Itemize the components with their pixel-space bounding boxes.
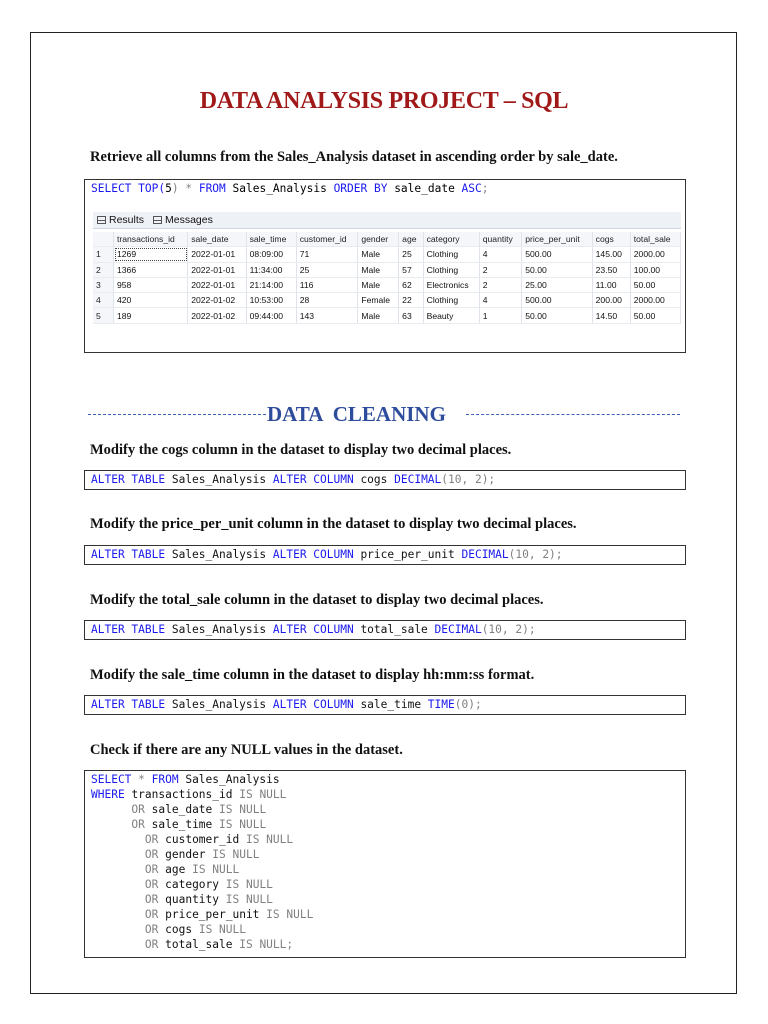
table-row[interactable] (93, 308, 681, 323)
table-name: Sales_Analysis (165, 473, 273, 486)
top-count: 5 (165, 182, 172, 195)
kw-or: OR (144, 863, 159, 876)
row-number: 3 (93, 277, 114, 292)
decimal-args: (10, 2); (481, 623, 536, 636)
kw-where: WHERE (91, 788, 125, 801)
kw-select: SELECT (91, 182, 132, 195)
kw-or: OR (131, 818, 145, 831)
null-query-line-where (91, 787, 685, 802)
table-cell[interactable]: 420 (114, 293, 188, 308)
grid-icon (97, 216, 106, 224)
table-cell[interactable]: 08:09:00 (246, 247, 296, 262)
field-name: total_sale (165, 938, 233, 951)
null-query-line-or (91, 817, 685, 832)
section-title: DATA CLEANING (267, 402, 446, 426)
table-cell[interactable]: 11.00 (592, 277, 630, 292)
table-cell[interactable]: 11:34:00 (246, 262, 296, 277)
table-cell[interactable]: 22 (399, 293, 423, 308)
field-name: sale_time (151, 818, 213, 831)
table-cell[interactable]: Beauty (423, 308, 479, 323)
field-name: age (165, 863, 186, 876)
table-name: Sales_Analysis (165, 623, 273, 636)
instruction-sale-time: Modify the sale_time column in the dataset to display hh:mm:ss format. (90, 667, 535, 683)
null-query-line-or (91, 922, 685, 937)
col-header[interactable]: sale_time (246, 232, 296, 247)
table-cell[interactable]: 25.00 (522, 277, 592, 292)
field-name: customer_id (165, 833, 240, 846)
null-check-query[interactable] (84, 770, 686, 958)
table-cell[interactable]: 2 (479, 277, 522, 292)
null-query-line-or (91, 832, 685, 847)
table-cell[interactable]: 50.00 (522, 308, 592, 323)
table-name: Sales_Analysis (165, 698, 273, 711)
kw-is-null: IS NULL (198, 923, 246, 936)
table-cell[interactable]: 2000.00 (630, 247, 680, 262)
null-query-line-select (91, 772, 685, 787)
field-name: cogs (165, 923, 193, 936)
null-query-line-or (91, 907, 685, 922)
kw-or: OR (131, 803, 145, 816)
row-number: 5 (93, 308, 114, 323)
table-row[interactable] (93, 277, 681, 292)
kw-or: OR (144, 938, 159, 951)
kw-top: TOP( (131, 182, 166, 195)
table-name: Sales_Analysis (225, 182, 334, 195)
kw-is-null: IS NULL (192, 863, 240, 876)
kw-decimal: DECIMAL (394, 473, 442, 486)
field-name: quantity (165, 893, 220, 906)
semicolon: ; (481, 182, 489, 195)
row-number: 1 (93, 247, 114, 262)
table-cell[interactable]: 500.00 (522, 293, 592, 308)
tab-messages[interactable] (153, 214, 213, 226)
field-name: transactions_id (131, 788, 233, 801)
alter-sale-time-query[interactable] (84, 695, 686, 715)
table-cell[interactable]: 145.00 (592, 247, 630, 262)
kw-alter-column: ALTER COLUMN (272, 623, 354, 636)
table-name: Sales_Analysis (165, 548, 273, 561)
table-cell[interactable]: 10:53:00 (246, 293, 296, 308)
order-column: sale_date (387, 182, 462, 195)
table-cell[interactable]: 25 (296, 262, 358, 277)
table-cell[interactable]: 71 (296, 247, 358, 262)
kw-or: OR (144, 833, 159, 846)
table-cell[interactable]: Male (358, 262, 399, 277)
kw-is-null: IS NULL (266, 908, 314, 921)
kw-alter-table: ALTER TABLE (91, 473, 166, 486)
instruction-cogs: Modify the cogs column in the dataset to display two decimal places. (90, 442, 512, 458)
table-cell[interactable]: 09:44:00 (246, 308, 296, 323)
kw-is-null: IS NULL (225, 893, 273, 906)
kw-is-null: IS NULL (225, 878, 273, 891)
null-query-line-or (91, 877, 685, 892)
kw-is-null: IS NULL (219, 803, 267, 816)
results-grid (93, 232, 681, 324)
col-header[interactable]: quantity (479, 232, 522, 247)
table-cell[interactable]: 28 (296, 293, 358, 308)
col-header[interactable]: total_sale (630, 232, 680, 247)
row-number-header (93, 232, 114, 247)
alter-total-sale-query[interactable] (84, 620, 686, 640)
table-row[interactable] (93, 247, 681, 262)
instruction-null-check: Check if there are any NULL values in the dataset. (90, 742, 403, 758)
section-heading-data-cleaning (88, 402, 680, 428)
table-cell[interactable]: 1366 (114, 262, 188, 277)
null-query-line-or (91, 862, 685, 877)
divider-left (88, 414, 266, 415)
table-cell[interactable]: 1269 (114, 247, 188, 262)
col-header[interactable]: category (423, 232, 479, 247)
kw-or: OR (144, 923, 159, 936)
grid-header-row (93, 232, 681, 247)
table-cell[interactable]: Clothing (423, 293, 479, 308)
column-name: sale_time (353, 698, 428, 711)
table-cell[interactable]: 50.00 (522, 262, 592, 277)
instruction-price-per-unit: Modify the price_per_unit column in the dataset to display two decimal places. (90, 516, 577, 532)
table-cell[interactable]: Female (358, 293, 399, 308)
kw-from: FROM (151, 773, 179, 786)
table-cell[interactable]: 2022-01-01 (188, 277, 246, 292)
table-cell[interactable]: 2022-01-01 (188, 247, 246, 262)
table-cell[interactable]: 57 (399, 262, 423, 277)
col-header[interactable]: price_per_unit (522, 232, 592, 247)
row-number: 4 (93, 293, 114, 308)
table-cell[interactable]: 100.00 (630, 262, 680, 277)
kw-or: OR (144, 848, 159, 861)
kw-alter-table: ALTER TABLE (91, 623, 166, 636)
null-query-line-or (91, 847, 685, 862)
kw-select: SELECT (91, 773, 132, 786)
table-cell[interactable]: 62 (399, 277, 423, 292)
kw-is-null: IS NULL; (239, 938, 294, 951)
table-cell[interactable]: Clothing (423, 262, 479, 277)
kw-is-null: IS NULL (212, 848, 260, 861)
table-cell[interactable]: 21:14:00 (246, 277, 296, 292)
field-name: gender (165, 848, 206, 861)
alter-price-per-unit-query[interactable] (84, 545, 686, 565)
field-name: price_per_unit (165, 908, 260, 921)
field-name: sale_date (151, 803, 213, 816)
table-cell[interactable]: 4 (479, 293, 522, 308)
results-tabbar (93, 212, 681, 229)
table-cell[interactable]: 189 (114, 308, 188, 323)
table-cell[interactable]: 1 (479, 308, 522, 323)
table-cell[interactable]: Clothing (423, 247, 479, 262)
table-name: Sales_Analysis (178, 773, 280, 786)
kw-asc: ASC (461, 182, 482, 195)
tab-results[interactable] (97, 214, 144, 226)
kw-or: OR (144, 893, 159, 906)
kw-alter-column: ALTER COLUMN (272, 548, 354, 561)
kw-is-null: IS NULL (245, 833, 294, 846)
col-header[interactable]: sale_date (188, 232, 246, 247)
divider-right (466, 414, 680, 415)
table-cell[interactable]: 25 (399, 247, 423, 262)
table-cell[interactable]: Male (358, 277, 399, 292)
row-number: 2 (93, 262, 114, 277)
null-query-line-or (91, 892, 685, 907)
table-row[interactable] (93, 293, 681, 308)
null-query-line-or (91, 802, 685, 817)
table-cell[interactable]: 116 (296, 277, 358, 292)
decimal-args: (10, 2); (441, 473, 496, 486)
table-cell[interactable]: 2 (479, 262, 522, 277)
table-cell[interactable]: Male (358, 247, 399, 262)
table-cell[interactable]: 23.50 (592, 262, 630, 277)
table-cell[interactable]: 50.00 (630, 277, 680, 292)
table-row[interactable] (93, 262, 681, 277)
table-cell[interactable]: Male (358, 308, 399, 323)
table-cell[interactable]: 4 (479, 247, 522, 262)
table-cell[interactable]: 2022-01-01 (188, 262, 246, 277)
table-cell[interactable]: 2022-01-02 (188, 308, 246, 323)
star: * (185, 182, 193, 195)
col-header[interactable]: customer_id (296, 232, 358, 247)
table-cell[interactable]: 500.00 (522, 247, 592, 262)
alter-cogs-query[interactable] (84, 470, 686, 490)
col-header[interactable]: transactions_id (114, 232, 188, 247)
instruction-total-sale: Modify the total_sale column in the dataset to display two decimal places. (90, 592, 544, 608)
table-cell[interactable]: 63 (399, 308, 423, 323)
column-name: price_per_unit (353, 548, 462, 561)
tab-messages-label: Messages (165, 214, 213, 226)
kw-decimal: DECIMAL (461, 548, 509, 561)
kw-is-null: IS NULL (239, 788, 287, 801)
col-header[interactable]: gender (358, 232, 399, 247)
col-header[interactable]: age (399, 232, 423, 247)
table-cell[interactable]: Electronics (423, 277, 479, 292)
kw-alter-column: ALTER COLUMN (272, 473, 354, 486)
select-top-query[interactable] (91, 181, 489, 196)
tab-results-label: Results (109, 214, 145, 226)
table-cell[interactable]: 200.00 (592, 293, 630, 308)
kw-is-null: IS NULL (219, 818, 267, 831)
kw-alter-column: ALTER COLUMN (272, 698, 354, 711)
document-title: DATA ANALYSIS PROJECT – SQL (199, 88, 569, 114)
instruction-retrieve: Retrieve all columns from the Sales_Analysis dataset in ascending order by sale_date. (90, 149, 618, 165)
column-name: cogs (353, 473, 395, 486)
col-header[interactable]: cogs (592, 232, 630, 247)
table-cell[interactable]: 50.00 (630, 308, 680, 323)
paren: ) (171, 182, 186, 195)
decimal-args: (10, 2); (508, 548, 563, 561)
table-cell[interactable]: 143 (296, 308, 358, 323)
kw-decimal: DECIMAL (434, 623, 482, 636)
table-cell[interactable]: 958 (114, 277, 188, 292)
kw-order-by: ORDER BY (333, 182, 388, 195)
table-cell[interactable]: 2000.00 (630, 293, 680, 308)
kw-from: FROM (192, 182, 226, 195)
time-args: (0); (454, 698, 482, 711)
kw-or: OR (144, 878, 159, 891)
kw-time: TIME (427, 698, 455, 711)
query-results-panel (84, 179, 686, 353)
field-name: category (165, 878, 220, 891)
kw-alter-table: ALTER TABLE (91, 548, 166, 561)
kw-or: OR (144, 908, 159, 921)
messages-icon (153, 216, 162, 224)
kw-alter-table: ALTER TABLE (91, 698, 166, 711)
table-cell[interactable]: 2022-01-02 (188, 293, 246, 308)
null-query-line-or (91, 937, 685, 952)
star: * (131, 773, 152, 786)
table-cell[interactable]: 14.50 (592, 308, 630, 323)
column-name: total_sale (353, 623, 435, 636)
